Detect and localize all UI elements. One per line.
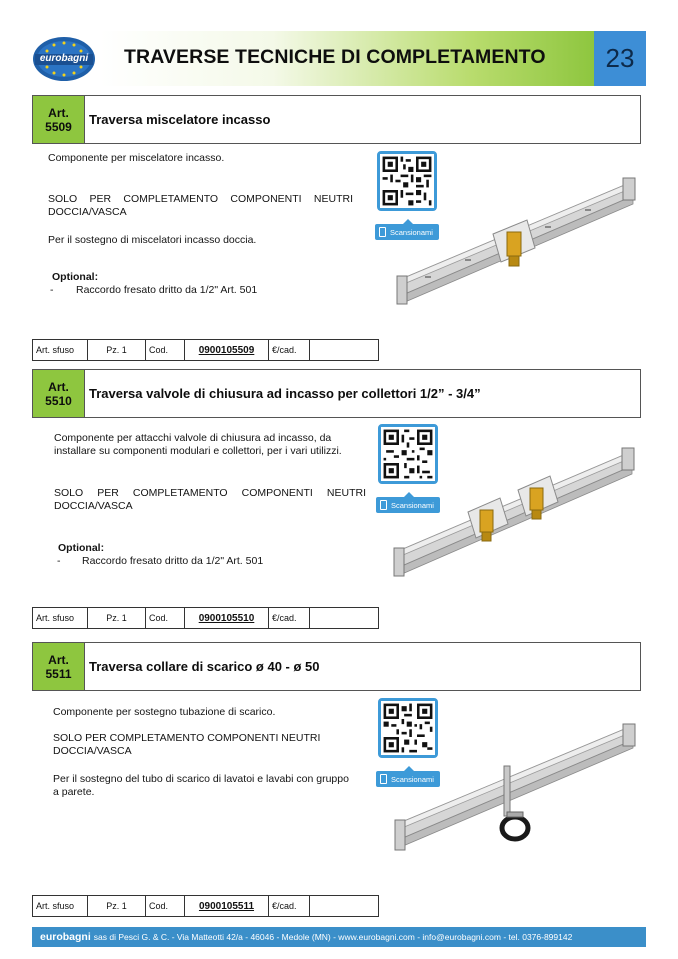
article-label: Art.: [48, 105, 69, 120]
sfuso-cell: Art. sfuso: [33, 340, 88, 361]
article-title: Traversa collare di scarico ø 40 - ø 50: [89, 659, 320, 674]
article-neutral-note: SOLO PER COMPLETAMENTO COMPONENTI NEUTRI DOCCIA/VASCA: [48, 193, 353, 218]
cod-label-cell: Cod.: [146, 608, 185, 629]
product-code: 0900105509: [185, 340, 269, 361]
article-desc: Componente per miscelatore incasso.: [48, 152, 225, 164]
article-number: 5509: [45, 119, 72, 134]
article-neutral-note: SOLO PER COMPLETAMENTO COMPONENTI NEUTRI DOCCIA/VASCA: [54, 487, 366, 512]
unit-cell: €/cad.: [269, 340, 310, 361]
cod-label-cell: Cod.: [146, 896, 185, 917]
article-usage: Per il sostegno del tubo di scarico di lavatoi e lavabi con gruppo a parete.: [53, 773, 349, 798]
article-number: 5510: [45, 393, 72, 408]
pieces-cell: Pz. 1: [88, 608, 146, 629]
article-number: 5511: [45, 666, 72, 681]
footer-brand: eurobagni: [40, 931, 91, 943]
pieces-cell: Pz. 1: [88, 896, 146, 917]
unit-cell: €/cad.: [269, 608, 310, 629]
phone-icon: [379, 227, 386, 237]
sfuso-cell: Art. sfuso: [33, 896, 88, 917]
footer-bar: [32, 927, 646, 947]
article-tag: [33, 96, 85, 143]
article-label: Art.: [48, 652, 69, 667]
phone-icon: [380, 774, 387, 784]
page-number: 23: [594, 31, 646, 86]
optional-label: Optional:: [52, 271, 99, 283]
pieces-cell: Pz. 1: [88, 340, 146, 361]
article-desc: Componente per attacchi valvole di chiusura ad incasso, da installare su componenti modulari e collettori, per i vari utilizzi.: [54, 432, 342, 457]
optional-label: Optional:: [58, 542, 105, 554]
optional-dash: -: [57, 555, 61, 567]
article-header-5510: [32, 369, 641, 418]
product-image-5511: [393, 722, 643, 862]
optional-dash: -: [50, 284, 54, 296]
eurobagni-logo: [32, 36, 96, 82]
article-usage: Per il sostegno di miscelatori incasso doccia.: [48, 234, 257, 246]
article-neutral-note: SOLO PER COMPLETAMENTO COMPONENTI NEUTRI DOCCIA/VASCA: [53, 732, 321, 757]
article-label: Art.: [48, 379, 69, 394]
article-header-5509: [32, 95, 641, 144]
cod-label-cell: Cod.: [146, 340, 185, 361]
price-cell: [310, 896, 379, 917]
product-image-5509: [395, 172, 643, 312]
optional-item: Raccordo fresato dritto da 1/2" Art. 501: [82, 555, 264, 567]
article-tag: [33, 643, 85, 690]
code-table-5510: [32, 607, 379, 629]
article-title: Traversa valvole di chiusura ad incasso per collettori 1/2” - 3/4”: [89, 386, 481, 401]
article-title: Traversa miscelatore incasso: [89, 112, 271, 127]
page-title: TRAVERSE TECNICHE DI COMPLETAMENTO: [124, 46, 546, 68]
scan-label: Scansionami: [391, 500, 434, 510]
optional-item: Raccordo fresato dritto da 1/2" Art. 501: [76, 284, 258, 296]
logo-text: eurobagni: [39, 53, 89, 64]
price-cell: [310, 340, 379, 361]
article-header-5511: [32, 642, 641, 691]
article-desc: Componente per sostegno tubazione di scarico.: [53, 706, 276, 718]
product-code: 0900105511: [185, 896, 269, 917]
scan-label: Scansionami: [390, 227, 433, 237]
price-cell: [310, 608, 379, 629]
phone-icon: [380, 500, 387, 510]
sfuso-cell: Art. sfuso: [33, 608, 88, 629]
unit-cell: €/cad.: [269, 896, 310, 917]
product-image-5510: [392, 442, 642, 582]
code-table-5509: [32, 339, 379, 361]
code-table-5511: [32, 895, 379, 917]
scan-label: Scansionami: [391, 774, 434, 784]
footer-contact: sas di Pesci G. & C. - Via Matteotti 42/a - 46046 - Medole (MN) - www.eurobagni.com - info@eurobagni.com - tel. 0376-899142: [93, 932, 573, 942]
article-tag: [33, 370, 85, 417]
product-code: 0900105510: [185, 608, 269, 629]
